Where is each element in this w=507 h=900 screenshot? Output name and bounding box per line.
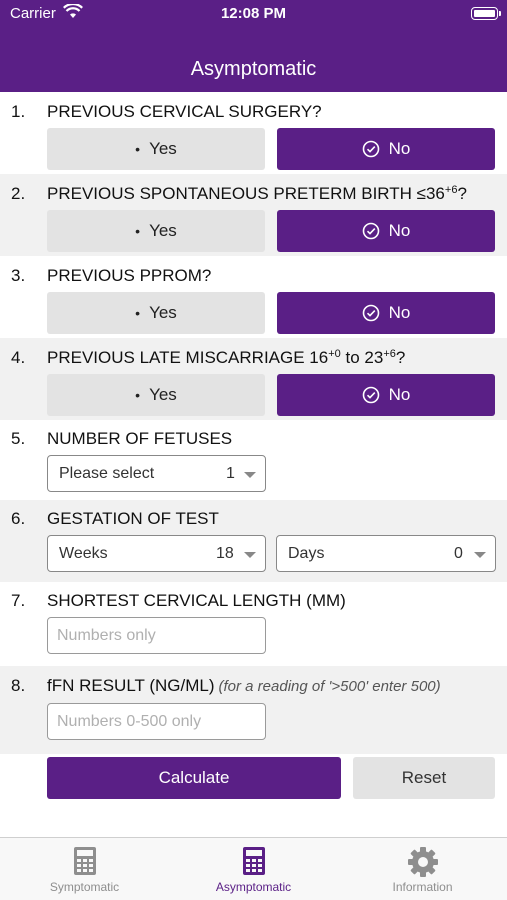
page-title: Asymptomatic [190, 58, 317, 80]
question-text: PREVIOUS LATE MISCARRIAGE $16^{+0}$ to $23^{+6}$? [47, 348, 406, 367]
no-label: No [388, 385, 411, 404]
no-label: No [388, 221, 411, 240]
yes-button[interactable] [47, 210, 265, 252]
question-row [0, 500, 507, 582]
select-label: Weeks [59, 545, 108, 562]
check-circle-icon [362, 140, 380, 158]
no-button[interactable] [277, 210, 495, 252]
carrier-label: Carrier [10, 5, 56, 22]
bullet-icon: • [135, 387, 141, 403]
tab-label: Symptomatic [49, 880, 120, 894]
battery-icon [471, 7, 498, 20]
status-time: 12:08 PM [220, 5, 287, 22]
check-circle-icon [362, 304, 380, 322]
select-value: 1 [226, 465, 235, 482]
question-number: 6. [11, 509, 26, 528]
yes-label: Yes [149, 303, 177, 322]
bullet-icon: • [135, 305, 141, 321]
select-value: 0 [454, 545, 463, 562]
yes-button[interactable] [47, 292, 265, 334]
question-text: PREVIOUS PPROM? [47, 266, 212, 285]
ffn-result-input[interactable] [47, 703, 266, 740]
reset-button[interactable]: Reset [353, 757, 495, 799]
calculator-icon [0, 846, 169, 876]
question-text: SHORTEST CERVICAL LENGTH (MM) [47, 591, 346, 610]
yes-label: Yes [149, 385, 177, 404]
bullet-icon: • [135, 141, 141, 157]
select-label: Days [288, 545, 325, 562]
question-number: 3. [11, 266, 26, 285]
question-row [0, 92, 507, 174]
chevron-down-icon [474, 552, 486, 558]
question-row [0, 666, 507, 754]
question-text: PREVIOUS SPONTANEOUS PRETERM BIRTH $\le 36^{+6}$? [47, 184, 467, 203]
question-row [0, 338, 507, 420]
yes-button[interactable] [47, 374, 265, 416]
check-circle-icon [362, 386, 380, 404]
navigation-bar [0, 0, 507, 92]
calculator-icon [169, 846, 338, 876]
no-button[interactable] [277, 292, 495, 334]
yes-label: Yes [149, 221, 177, 240]
question-row [0, 174, 507, 256]
yes-label: Yes [149, 139, 177, 158]
no-label: No [388, 139, 411, 158]
chevron-down-icon [244, 472, 256, 478]
tab-bar [0, 837, 507, 900]
question-number: 4. [11, 348, 26, 367]
question-row [0, 420, 507, 500]
question-number: 7. [11, 591, 26, 610]
question-text: NUMBER OF FETUSES [47, 429, 233, 448]
question-number: 8. [11, 676, 26, 695]
tab-symptomatic[interactable] [0, 838, 169, 900]
tab-asymptomatic[interactable] [169, 838, 338, 900]
tab-label: Information [392, 880, 453, 894]
question-number: 1. [11, 102, 26, 121]
question-number: 2. [11, 184, 26, 203]
bullet-icon: • [135, 223, 141, 239]
question-text: fFN RESULT (NG/ML) (for a reading of '>500' enter 500) [47, 676, 441, 695]
status-bar [0, 0, 507, 28]
days-select[interactable] [276, 535, 496, 572]
chevron-down-icon [244, 552, 256, 558]
question-row [0, 256, 507, 338]
check-circle-icon [362, 222, 380, 240]
question-hint: (for a reading of '>500' enter 500) [218, 678, 441, 695]
no-label: No [388, 303, 411, 322]
select-label: Please select [59, 465, 155, 482]
question-text: GESTATION OF TEST [47, 509, 219, 528]
question-row [0, 582, 507, 666]
gear-icon [338, 846, 507, 878]
tab-information[interactable] [338, 838, 507, 900]
weeks-select[interactable] [47, 535, 266, 572]
fetuses-select[interactable] [47, 455, 266, 492]
cervical-length-input[interactable] [47, 617, 266, 654]
select-value: 18 [216, 545, 234, 562]
question-text: PREVIOUS CERVICAL SURGERY? [47, 102, 322, 121]
yes-button[interactable] [47, 128, 265, 170]
tab-label: Asymptomatic [215, 880, 292, 894]
no-button[interactable] [277, 374, 495, 416]
question-number: 5. [11, 429, 26, 448]
no-button[interactable] [277, 128, 495, 170]
calculate-button[interactable]: Calculate [47, 757, 341, 799]
